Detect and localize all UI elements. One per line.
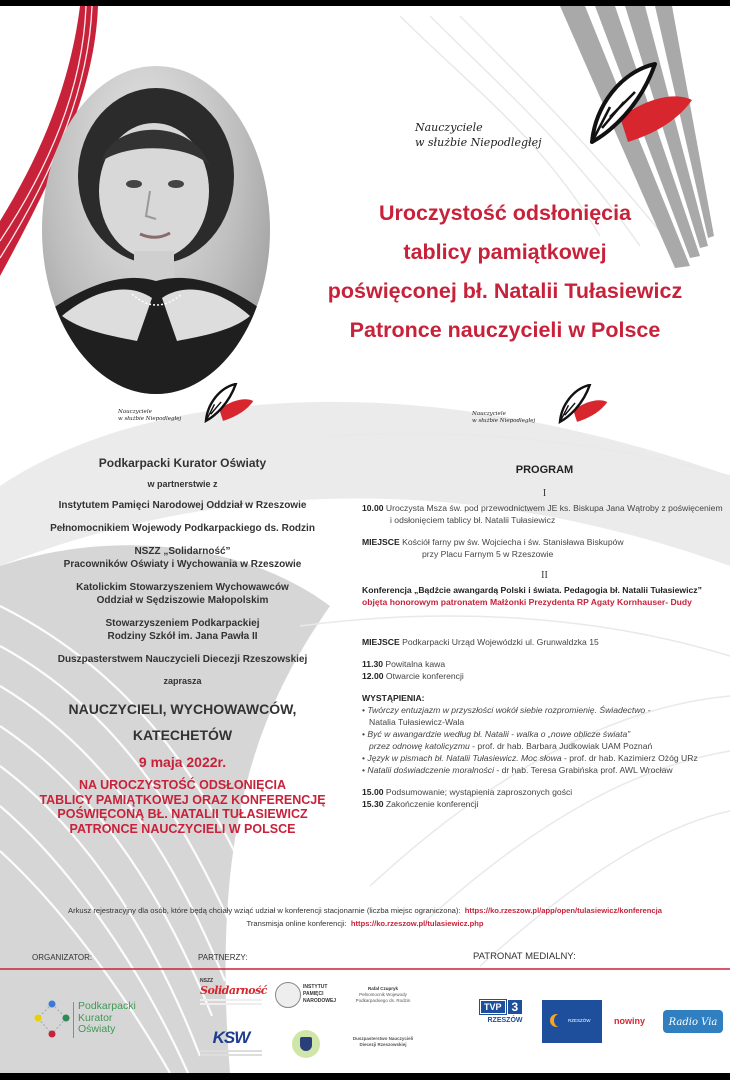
mass-item — [362, 502, 727, 514]
partnership-label: w partnerstwie z — [147, 479, 218, 489]
talk-speaker: Natalia Tułasiewicz-Wala — [369, 717, 465, 727]
partner-ksw — [0, 581, 365, 607]
logo-top-text: NSZZ — [200, 978, 214, 984]
brand-logo-top — [415, 121, 541, 151]
talk-speaker: - prof. dr hab. Barbara Judkowiak UAM Poznań — [469, 741, 653, 751]
main-organizer: Podkarpacki Kurator Oświaty — [98, 456, 267, 470]
invitation-text — [0, 778, 365, 836]
logo-line: Diecezji Rzeszowskiej — [359, 1042, 407, 1047]
talk-item-cont — [362, 740, 727, 752]
partner-ipn — [0, 499, 365, 512]
item-time: 15.00 — [362, 787, 384, 797]
tvp-text: TVP — [480, 1000, 506, 1014]
part-numeral: II — [541, 570, 548, 581]
item-time: 10.00 — [362, 503, 384, 513]
ipn-eagle-icon — [275, 982, 301, 1008]
partner-duszpasterstwo — [0, 653, 365, 666]
audience-line: NAUCZYCIELI, WYCHOWAWCÓW, — [68, 701, 297, 717]
title-line: poświęconej bł. Natalii Tułasiewicz — [327, 279, 683, 303]
organizer-label: ORGANIZATOR: — [32, 953, 93, 962]
logo-line: INSTYTUT — [303, 984, 328, 990]
talk-item-cont — [362, 716, 727, 728]
event-date: 9 maja 2022r. — [138, 754, 227, 770]
online-link[interactable]: https://ko.rzeszow.pl/tulasiewicz.php — [350, 919, 484, 928]
kurator-logo — [34, 996, 154, 1046]
brand-line-1: Nauczyciele — [472, 411, 506, 417]
brand-line-1: Nauczyciele — [415, 121, 483, 134]
duszpasterstwo-logo — [348, 1036, 418, 1048]
talk-item: • Twórczy entuzjazm w przyszłości wokół siebie rozpromienię. Świadectwo - — [362, 705, 651, 715]
part-numeral: I — [542, 488, 547, 499]
partner-line: Rodziny Szkół im. Jana Pawła II — [107, 631, 258, 642]
conference-patronage: objęta honorowym patronatem Małżonki Prezydenta RP Agaty Kornhauser- Dudy — [362, 597, 692, 607]
place-text-cont: przy Placu Farnym 5 w Rzeszowie — [422, 549, 554, 559]
quill-feather-icon-left — [200, 383, 255, 428]
brand-line-1: Nauczyciele — [118, 409, 152, 415]
conference-place — [362, 636, 727, 648]
logo-line: Oświaty — [78, 1023, 116, 1035]
polskie-radio-rzeszow-logo — [542, 1000, 602, 1043]
item-time: 11.30 — [362, 659, 384, 669]
partner-line: Duszpasterstwem Nauczycieli Diecezji Rzeszowskiej — [57, 654, 308, 665]
radio-via-text: Radio Via — [668, 1017, 718, 1028]
tvp3-logo — [480, 1000, 530, 1024]
registration-text: Arkusz rejestracyjny dla osób, które będą chciały wziąć udział w konferencji stacjonarnie (liczba miejsc ograniczona): — [68, 906, 461, 915]
item-text: Otwarcie konferencji — [385, 671, 464, 681]
talk-title: Twórczy entuzjazm w przyszłości wokół siebie rozpromienię. Świadectwo - — [367, 705, 651, 715]
talks-title: WYSTĄPIENIA: — [362, 693, 425, 703]
logo-line: Pełnomocnik Wojewody — [359, 992, 407, 997]
invitation-line: TABLICY PAMIĄTKOWEJ ORAZ KONFERENCJĘ — [39, 792, 326, 807]
brand-logo-left — [118, 409, 181, 424]
place-text: Kościół farny pw św. Wojciecha i św. Stanisława Biskupów — [402, 537, 624, 547]
talk-title: Język w pismach bł. Natalii Tułasiewicz. Moc słowa — [367, 753, 562, 763]
place-label: MIEJSCE — [362, 637, 400, 647]
invitation-line: PATRONCE NAUCZYCIELI W POLSCE — [69, 821, 296, 836]
schedule-item — [362, 786, 727, 798]
partner-solidarnosc — [0, 545, 365, 571]
logo-line: Podkarpacki — [78, 1000, 136, 1012]
solidarnosc-logo — [200, 978, 267, 1005]
invitation-line: POŚWIĘCONĄ BŁ. NATALII TUŁASIEWICZ — [57, 807, 308, 821]
tvp-city: RZESZÓW — [487, 1017, 523, 1024]
quill-feather-icon — [580, 62, 695, 157]
schedule-item — [362, 798, 727, 810]
partner-pelnomocnik — [0, 522, 365, 535]
online-text: Transmisja online konferencji: — [246, 919, 347, 928]
logo-text: KSW — [212, 1028, 250, 1047]
title-line: Patronce nauczycieli w Polsce — [349, 318, 661, 342]
invitation-line: NA UROCZYSTOŚĆ ODSŁONIĘCIA — [79, 778, 286, 792]
schedule-item — [362, 670, 727, 682]
event-poster — [0, 6, 730, 1073]
talk-speaker: - prof. dr hab. Kazimierz Ożóg URz — [561, 753, 698, 763]
place-label: MIEJSCE — [362, 537, 400, 547]
registration-link[interactable]: https://ko.rzeszow.pl/app/open/tulasiewicz/konferencja — [464, 906, 662, 915]
partner-line: Instytutem Pamięci Narodowej Oddział w Rzeszowie — [58, 500, 307, 511]
logo-line: Rafał Czupryk — [367, 986, 398, 991]
media-label: PATRONAT MEDIALNY: — [473, 951, 576, 962]
registration-info — [0, 904, 730, 930]
nowiny-logo: nowiny — [614, 1016, 645, 1026]
organizers-section — [0, 456, 365, 836]
brand-line-2: w służbie Niepodległej — [118, 416, 182, 423]
title-line: Uroczystość odsłonięcia — [378, 201, 632, 225]
shield-icon — [300, 1037, 312, 1051]
tvp-number: 3 — [508, 1000, 523, 1014]
partner-line: Pracowników Oświaty i Wychowania w Rzeszowie — [63, 559, 302, 570]
logo-line: NARODOWEJ — [303, 998, 337, 1004]
partners-label: PARTNERZY: — [198, 953, 248, 962]
logo-line: Kurator — [78, 1011, 113, 1024]
kurator-logo-icon — [34, 1000, 70, 1040]
talk-item: • Język w pismach bł. Natalii Tułasiewicz. Moc słowa - prof. dr hab. Kazimierz Ożóg URz — [362, 753, 698, 763]
partner-line: Pełnomocnikiem Wojewody Podkarpackiego ds. Rodzin — [50, 523, 315, 534]
item-time: 15.30 — [362, 799, 384, 809]
portrait-photo — [42, 66, 270, 394]
item-text: Zakończenie konferencji — [385, 799, 479, 809]
radio-city: RZESZÓW — [568, 1018, 591, 1023]
audience-line: KATECHETÓW — [132, 727, 233, 743]
quill-feather-icon-right — [554, 384, 609, 429]
logo-line: PAMIĘCI — [303, 991, 324, 997]
main-title — [285, 194, 725, 350]
talk-item: • Natalii doświadczenie moralności - dr hab. Teresa Grabińska prof. AWL Wrocław — [362, 765, 673, 775]
brand-line-2: w służbie Niepodległej — [472, 418, 536, 425]
title-line: tablicy pamiątkowej — [403, 240, 607, 264]
brand-logo-right — [472, 411, 535, 426]
footer-divider — [0, 968, 730, 970]
talk-item: • Być w awangardzie według bł. Natalii - walka o „nowe oblicze świata” — [362, 729, 631, 739]
partner-line: Oddział w Sędziszowie Małopolskim — [96, 595, 269, 606]
partner-line: Stowarzyszeniem Podkarpackiej — [105, 618, 260, 629]
place-item — [362, 536, 727, 548]
audience — [0, 696, 365, 748]
radio-via-logo — [663, 1010, 723, 1033]
talk-title: Być w awangardzie według bł. Natalii - walka o „nowe oblicze świata” — [367, 729, 631, 739]
program-title: PROGRAM — [515, 464, 574, 476]
talk-title-cont: przez odnowę katolicyzmu — [369, 741, 470, 751]
place-text: Podkarpacki Urząd Wojewódzki ul. Grunwaldzka 15 — [402, 637, 599, 647]
partner-line: NSZZ „Solidarność” — [134, 546, 231, 557]
item-text-cont: i odsłonięciem tablicy bł. Natalii Tułasiewicz — [390, 515, 556, 525]
item-text: Powitalna kawa — [385, 659, 446, 669]
logo-line: Podkarpackiego ds. Rodzin — [355, 998, 411, 1003]
ipn-logo — [303, 984, 336, 1005]
talk-title: Natalii doświadczenie moralności — [367, 765, 494, 775]
pelnomocnik-logo — [348, 986, 418, 1004]
partner-line: Katolickim Stowarzyszeniem Wychowawców — [76, 582, 289, 593]
brand-line-2: w służbie Niepodległej — [415, 135, 542, 149]
ksw-logo — [200, 1028, 262, 1056]
logo-line: Duszpasterstwo Nauczycieli — [352, 1036, 414, 1041]
invites-label: zaprasza — [163, 676, 202, 686]
talk-speaker: - dr hab. Teresa Grabińska prof. AWL Wrocław — [493, 765, 673, 775]
portrait-illustration — [42, 66, 270, 394]
item-text: Uroczysta Msza św. pod przewodnictwem JE ks. Biskupa Jana Wątroby z poświęceniem — [385, 503, 723, 513]
schedule-item — [362, 658, 727, 670]
program-section — [362, 464, 727, 810]
logo-text: Solidarność — [200, 984, 267, 997]
conference-title: Konferencja „Bądźcie awangardą Polski i świata. Pedagogia bł. Natalii Tułasiewicz” — [362, 585, 702, 595]
partner-stowarzyszenie — [0, 617, 365, 643]
stowarzyszenie-logo — [292, 1030, 320, 1058]
item-text: Podsumowanie; wystąpienia zaproszonych gości — [385, 787, 573, 797]
item-time: 12.00 — [362, 671, 384, 681]
